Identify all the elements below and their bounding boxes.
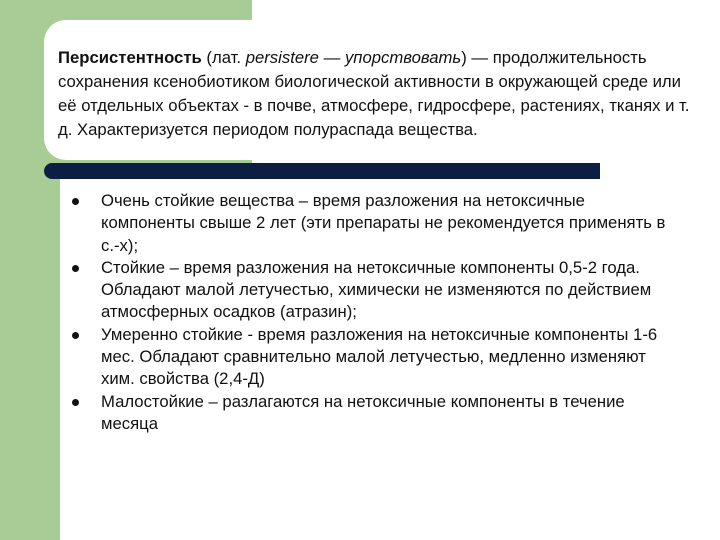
list-item bbox=[70, 190, 680, 257]
list-item-text: Очень стойкие вещества – время разложения на нетоксичные компоненты свыше 2 лет (эти препараты не рекомендуется применять в с.-х); bbox=[101, 191, 666, 255]
bullet-dot-icon bbox=[72, 198, 79, 205]
bullet-dot-icon bbox=[72, 332, 79, 339]
list-item-text: Стойкие – время разложения на нетоксичные компоненты 0,5-2 года. Обладают малой летучестью, химически не изменяются по действием атмосферных осадков (атразин); bbox=[101, 257, 652, 322]
latin-translation: упорствовать bbox=[344, 48, 462, 67]
definition-text: ) — продолжительность сохранения ксенобиотиком биологической активности в окружающей среде или её отдельных объектах - в почве, атмосфере, гидросфере, растениях, тканях и т. д. Характеризуется периодом полураспада вещества. bbox=[58, 48, 690, 139]
bullet-dot-icon bbox=[72, 265, 79, 272]
list-item bbox=[70, 391, 680, 436]
term-title: Персистентность bbox=[58, 48, 202, 67]
latin-dash: — bbox=[318, 48, 345, 67]
list-item-text: Умеренно стойкие - время разложения на нетоксичные компоненты 1-6 мес. Обладают сравнительно малой летучестью, медленно изменяют хим. свойства (2,4-Д) bbox=[101, 324, 658, 389]
persistence-class-list bbox=[70, 190, 680, 435]
latin-word: persistere bbox=[245, 48, 319, 67]
bullet-dot-icon bbox=[72, 399, 79, 406]
list-item bbox=[70, 324, 680, 391]
list-item-text: Малостойкие – разлагаются на нетоксичные компоненты в течение месяца bbox=[101, 391, 625, 433]
header-divider-bar bbox=[44, 163, 600, 179]
definition-paragraph bbox=[58, 46, 698, 142]
latin-open-paren: (лат. bbox=[201, 48, 246, 67]
list-item bbox=[70, 257, 680, 324]
